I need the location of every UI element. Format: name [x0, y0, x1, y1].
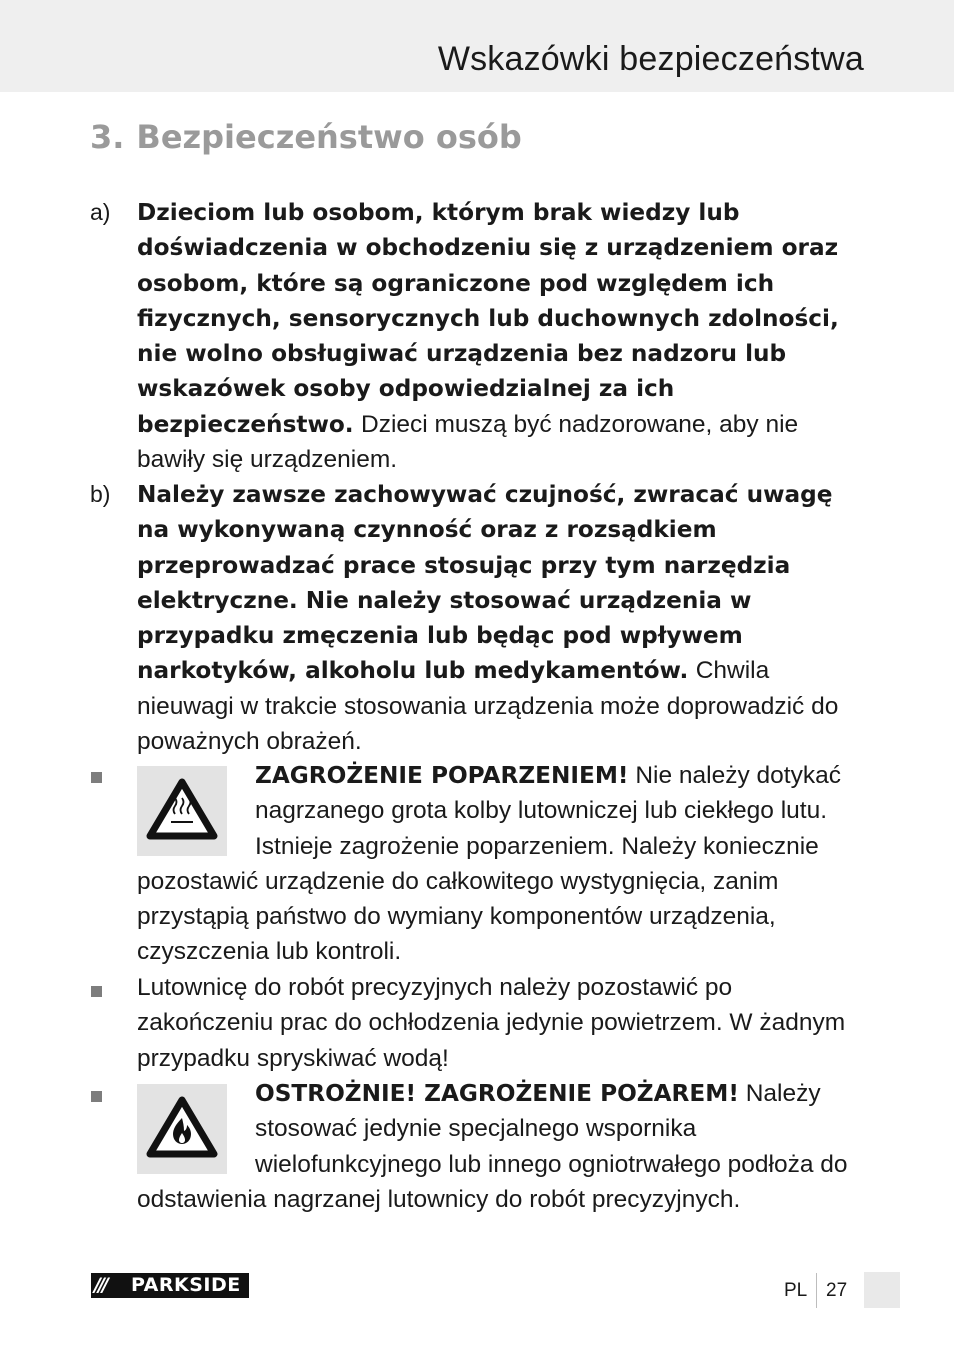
- bullet-square: [91, 986, 102, 997]
- section-number: 3.: [90, 118, 125, 156]
- page-tab: [864, 1272, 900, 1308]
- parkside-logo: [91, 1273, 249, 1298]
- page-header: [0, 0, 954, 92]
- footer-divider: [816, 1273, 817, 1308]
- cooling-note-text: [137, 970, 865, 1076]
- fire-warning-normal: Należy stosować jedynie specjalnego wspornika wielofunkcyjnego lub innego ogniotrwałego podłoża do odstawienia nagrzanej lutownicy do robót precyzyjnych.: [137, 1080, 848, 1213]
- fire-warning-text: [137, 1076, 865, 1217]
- header-title: Wskazówki bezpieczeństwa: [437, 40, 864, 78]
- logo-slashes: ///: [94, 1274, 106, 1296]
- item-b-bold: Należy zawsze zachowywać czujność, zwracać uwagę na wykonywaną czynność oraz z rozsądkiem przeprowadzać prace stosując przy tym narzędzia elektryczne. Nie należy stosować urządzenia w przypadku zmęczenia lub będąc pod wpływem narkotyków, alkoholu lub medykamentów.: [137, 481, 833, 685]
- language-code: PL: [784, 1280, 808, 1301]
- page-number: 27: [826, 1280, 848, 1301]
- logo-brand: PARKSIDE: [131, 1274, 241, 1296]
- item-a-bold: Dzieciom lub osobom, którym brak wiedzy lub doświadczenia w obchodzeniu się z urządzeniem oraz osobom, które są ograniczone pod względem ich fizycznych, sensorycznych lub duchownych zdolności, nie wolno obsługiwać urządzenia bez nadzoru lub wskazówek osoby odpowiedzialnej za ich bezpieczeństwo.: [137, 199, 839, 438]
- item-b-normal: Chwila nieuwagi w trakcie stosowania urządzenia może doprowadzić do poważnych obrażeń.: [137, 657, 839, 756]
- section-title: [90, 118, 522, 156]
- burn-warning-normal: Nie należy dotykać nagrzanego grota kolby lutowniczej lub ciekłego lutu. Istnieje zagrożenie poparzeniem. Należy koniecznie pozostawić urządzenie do całkowitego wystygnięcia, zanim przystąpią państwo do wymiany komponentów urządzenia, czyszczenia lub kontroli.: [137, 762, 841, 966]
- burn-warning-bold: ZAGROŻENIE POPARZENIEM!: [255, 762, 629, 789]
- cooling-note-normal: Lutownicę do robót precyzyjnych należy pozostawić po zakończeniu prac do ochłodzenia jedynie powietrzem. W żadnym przypadku spryskiwać wodą!: [137, 974, 846, 1072]
- item-a-normal: Dzieci muszą być nadzorowane, aby nie bawiły się urządzeniem.: [137, 410, 799, 474]
- item-a-marker: a): [90, 199, 111, 225]
- burn-warning-text: [137, 758, 865, 970]
- item-a-text: [137, 195, 865, 477]
- bullet-square: [91, 772, 102, 783]
- item-b-text: [137, 477, 865, 759]
- section-title-text: Bezpieczeństwo osób: [136, 118, 522, 156]
- item-b-marker: b): [90, 481, 111, 507]
- bullet-square: [91, 1091, 102, 1102]
- fire-warning-bold: OSTROŻNIE! ZAGROŻENIE POŻAREM!: [255, 1080, 739, 1107]
